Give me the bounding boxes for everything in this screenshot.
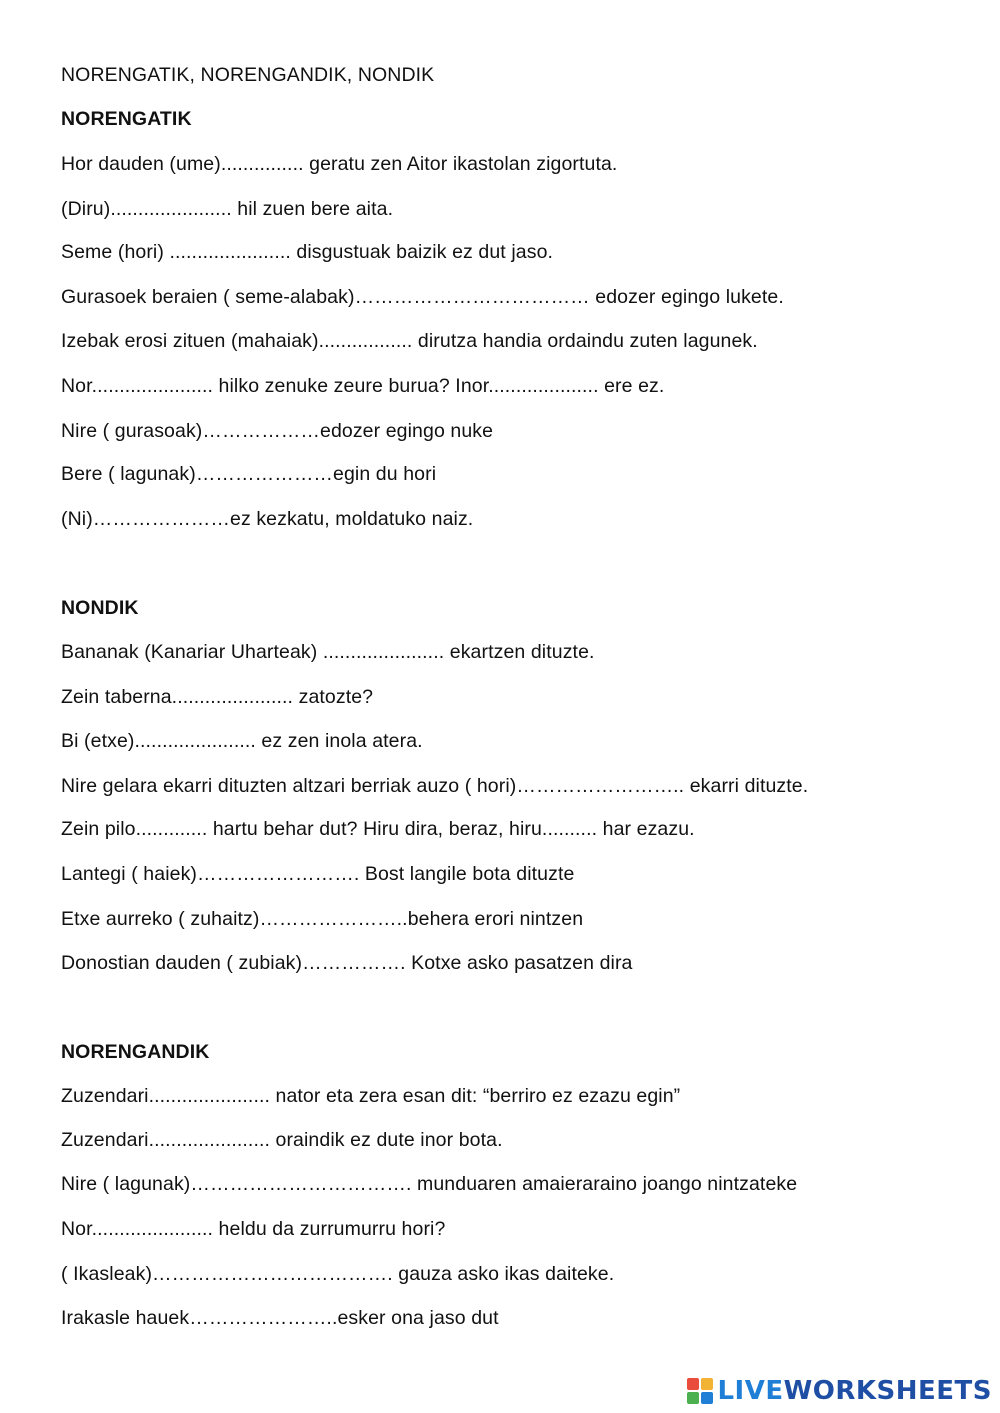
section-heading-norengatik: NORENGATIK	[61, 108, 192, 130]
exercise-line: Seme (hori) ...................... disgustuak baizik ez dut jaso.	[61, 241, 554, 263]
exercise-line: (Diru)...................... hil zuen bere aita.	[61, 198, 394, 220]
logo-text-live: LIVE	[717, 1376, 784, 1406]
logo-square-green	[687, 1392, 699, 1404]
exercise-line: Bi (etxe)...................... ez zen inola atera.	[61, 730, 423, 752]
liveworksheets-logo[interactable]	[687, 1377, 992, 1405]
exercise-line: Nire ( gurasoak)………………edozer egingo nuke	[61, 420, 494, 442]
exercise-line: Donostian dauden ( zubiak)……………. Kotxe asko pasatzen dira	[61, 952, 633, 974]
logo-square-red	[687, 1378, 699, 1390]
liveworksheets-logo-text	[717, 1377, 992, 1405]
exercise-line: Nire gelara ekarri dituzten altzari berriak auzo ( hori)…………………….. ekarri dituzte.	[61, 775, 809, 797]
section-heading-nondik: NONDIK	[61, 597, 139, 619]
exercise-line: Zein pilo............. hartu behar dut? Hiru dira, beraz, hiru.......... har ezazu.	[61, 818, 695, 840]
logo-square-blue	[701, 1392, 713, 1404]
exercise-line: Izebak erosi zituen (mahaiak)................. dirutza handia ordaindu zuten lagunek.	[61, 330, 758, 352]
exercise-line: Zein taberna...................... zatozte?	[61, 686, 374, 708]
page-title: NORENGATIK, NORENGANDIK, NONDIK	[61, 64, 435, 86]
logo-text-worksheets: WORKSHEETS	[783, 1376, 992, 1406]
exercise-line: Bananak (Kanariar Uharteak) ...................... ekartzen dituzte.	[61, 641, 595, 663]
exercise-line: Irakasle hauek…………………..esker ona jaso dut	[61, 1307, 499, 1329]
exercise-line: Hor dauden (ume)............... geratu zen Aitor ikastolan zigortuta.	[61, 153, 618, 175]
exercise-line: Bere ( lagunak)…………………egin du hori	[61, 463, 437, 485]
exercise-line: (Ni)…………………ez kezkatu, moldatuko naiz.	[61, 508, 474, 530]
exercise-line: Etxe aurreko ( zuhaitz)…………………..behera erori nintzen	[61, 908, 584, 930]
exercise-line: Nor...................... heldu da zurrumurru hori?	[61, 1218, 446, 1240]
exercise-line: Zuzendari...................... nator eta zera esan dit: “berriro ez ezazu egin”	[61, 1085, 681, 1107]
exercise-line: Lantegi ( haiek)……………………. Bost langile bota dituzte	[61, 863, 575, 885]
exercise-line: ( Ikasleak)………………………………. gauza asko ikas daiteke.	[61, 1263, 615, 1285]
exercise-line: Gurasoek beraien ( seme-alabak)……………………………… edozer egingo lukete.	[61, 286, 784, 308]
exercise-line: Nire ( lagunak)……………………………. munduaren amaieraraino joango nintzateke	[61, 1173, 798, 1195]
logo-square-yellow	[701, 1378, 713, 1390]
section-heading-norengandik: NORENGANDIK	[61, 1041, 210, 1063]
liveworksheets-logo-icon	[687, 1378, 713, 1404]
exercise-line: Nor...................... hilko zenuke zeure burua? Inor.................... ere ez.	[61, 375, 665, 397]
exercise-line: Zuzendari...................... oraindik ez dute inor bota.	[61, 1129, 503, 1151]
